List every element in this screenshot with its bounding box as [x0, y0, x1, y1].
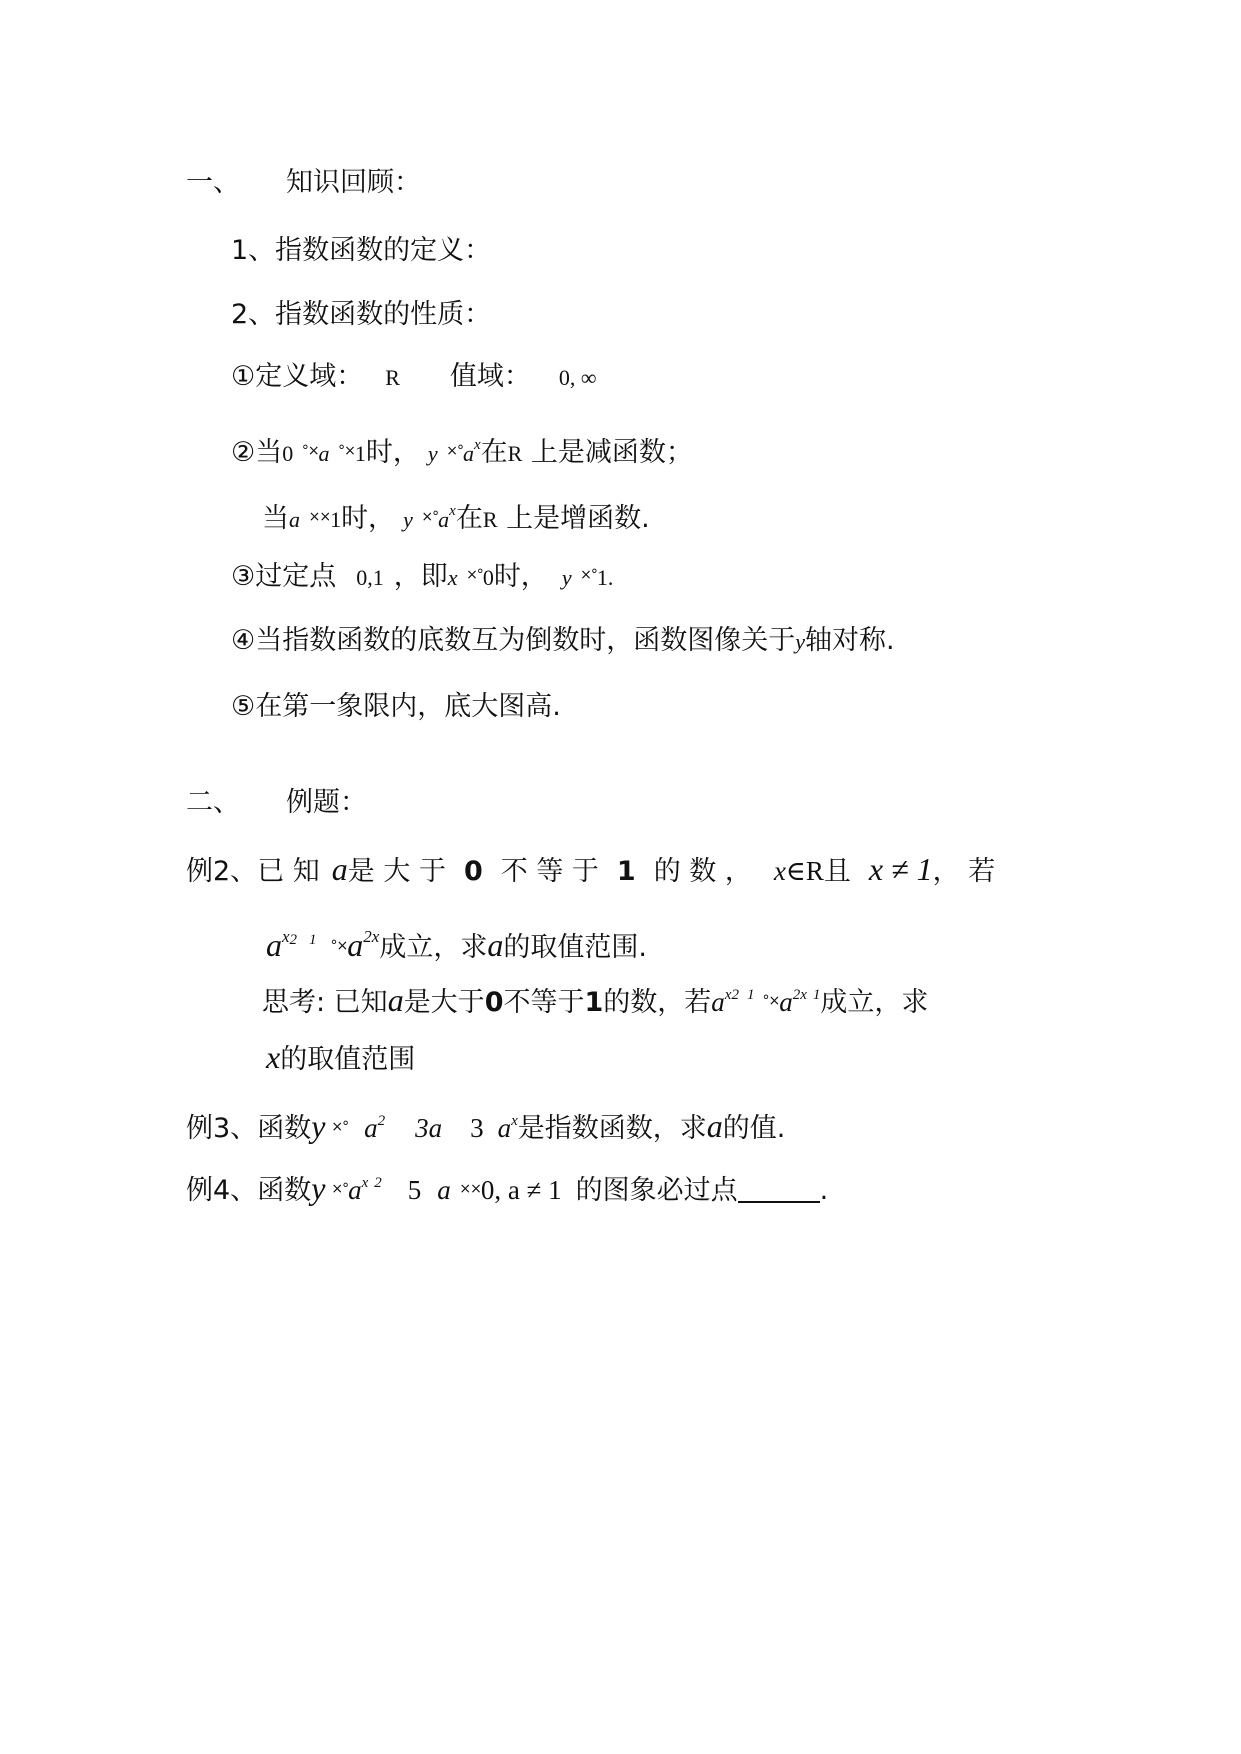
- section-1-heading: [186, 166, 421, 200]
- condition: 0, a ≠ 1: [480, 1175, 562, 1205]
- example-2-line-2: $a^{x2}$ $^1$ $^{^\circ\times}a^{2x}$成立，求a的取值范围.: [266, 927, 647, 963]
- section-title: 知识回顾：: [286, 167, 421, 198]
- property-first-quadrant: ⑤在第一象限内，底大图高.: [231, 691, 561, 722]
- section-number: 一、: [186, 167, 240, 198]
- example-label: 例2、: [186, 856, 258, 887]
- example-2-line-1: 例2、已 知 a是 大 于 0 不 等 于 1 的 数 ， x∈R且 x ≠ 1， 若: [186, 851, 996, 887]
- range-value: 0, ∞: [558, 365, 597, 390]
- section-title: 例题：: [286, 787, 367, 818]
- section-number: 二、: [186, 787, 240, 818]
- property-decreasing: ②当0 °×a °×1时， y $^{\times^\circ}a^x$在R 上是减函数；: [231, 437, 693, 468]
- property-symmetry: ④当指数函数的底数互为倒数时，函数图像关于y轴对称.: [231, 625, 895, 656]
- example-4: 例4、函数y $^{\times^\circ}a^x$ $^2$ 5 a ××0, a ≠ 1 的图象必过点 .: [186, 1170, 829, 1206]
- fixed-point: 0,1: [356, 565, 384, 590]
- inequality: x ≠ 1: [868, 851, 933, 887]
- property-increasing: 当a ××1时， y $^{\times^\circ}a^x$在R 上是增函数.: [262, 503, 650, 534]
- property-fixed-point: ③过定点 0,1 ，即x ×°0时， y ×°1.: [231, 561, 614, 592]
- item-properties: 2、指数函数的性质：: [231, 299, 492, 330]
- think-line-1: 思考: 已知a是大于0不等于1的数，若$a^{x2}$ $^1$ $^{^\circ\times}a^{2x}$ $^1$成立，求: [262, 982, 929, 1018]
- answer-blank[interactable]: [738, 1173, 820, 1203]
- example-label: 例3、: [186, 1113, 258, 1144]
- think-line-2: x的取值范围: [266, 1039, 416, 1075]
- example-label: 例4、: [186, 1175, 258, 1206]
- property-domain-range: ①定义域： R 值域： 0, ∞: [231, 361, 597, 392]
- item-definition: 1、指数函数的定义：: [231, 235, 492, 266]
- example-3: 例3、函数y ×° $a^2$ 3a 3 $a^x$是指数函数，求a的值.: [186, 1108, 786, 1144]
- section-2-heading: [186, 786, 367, 820]
